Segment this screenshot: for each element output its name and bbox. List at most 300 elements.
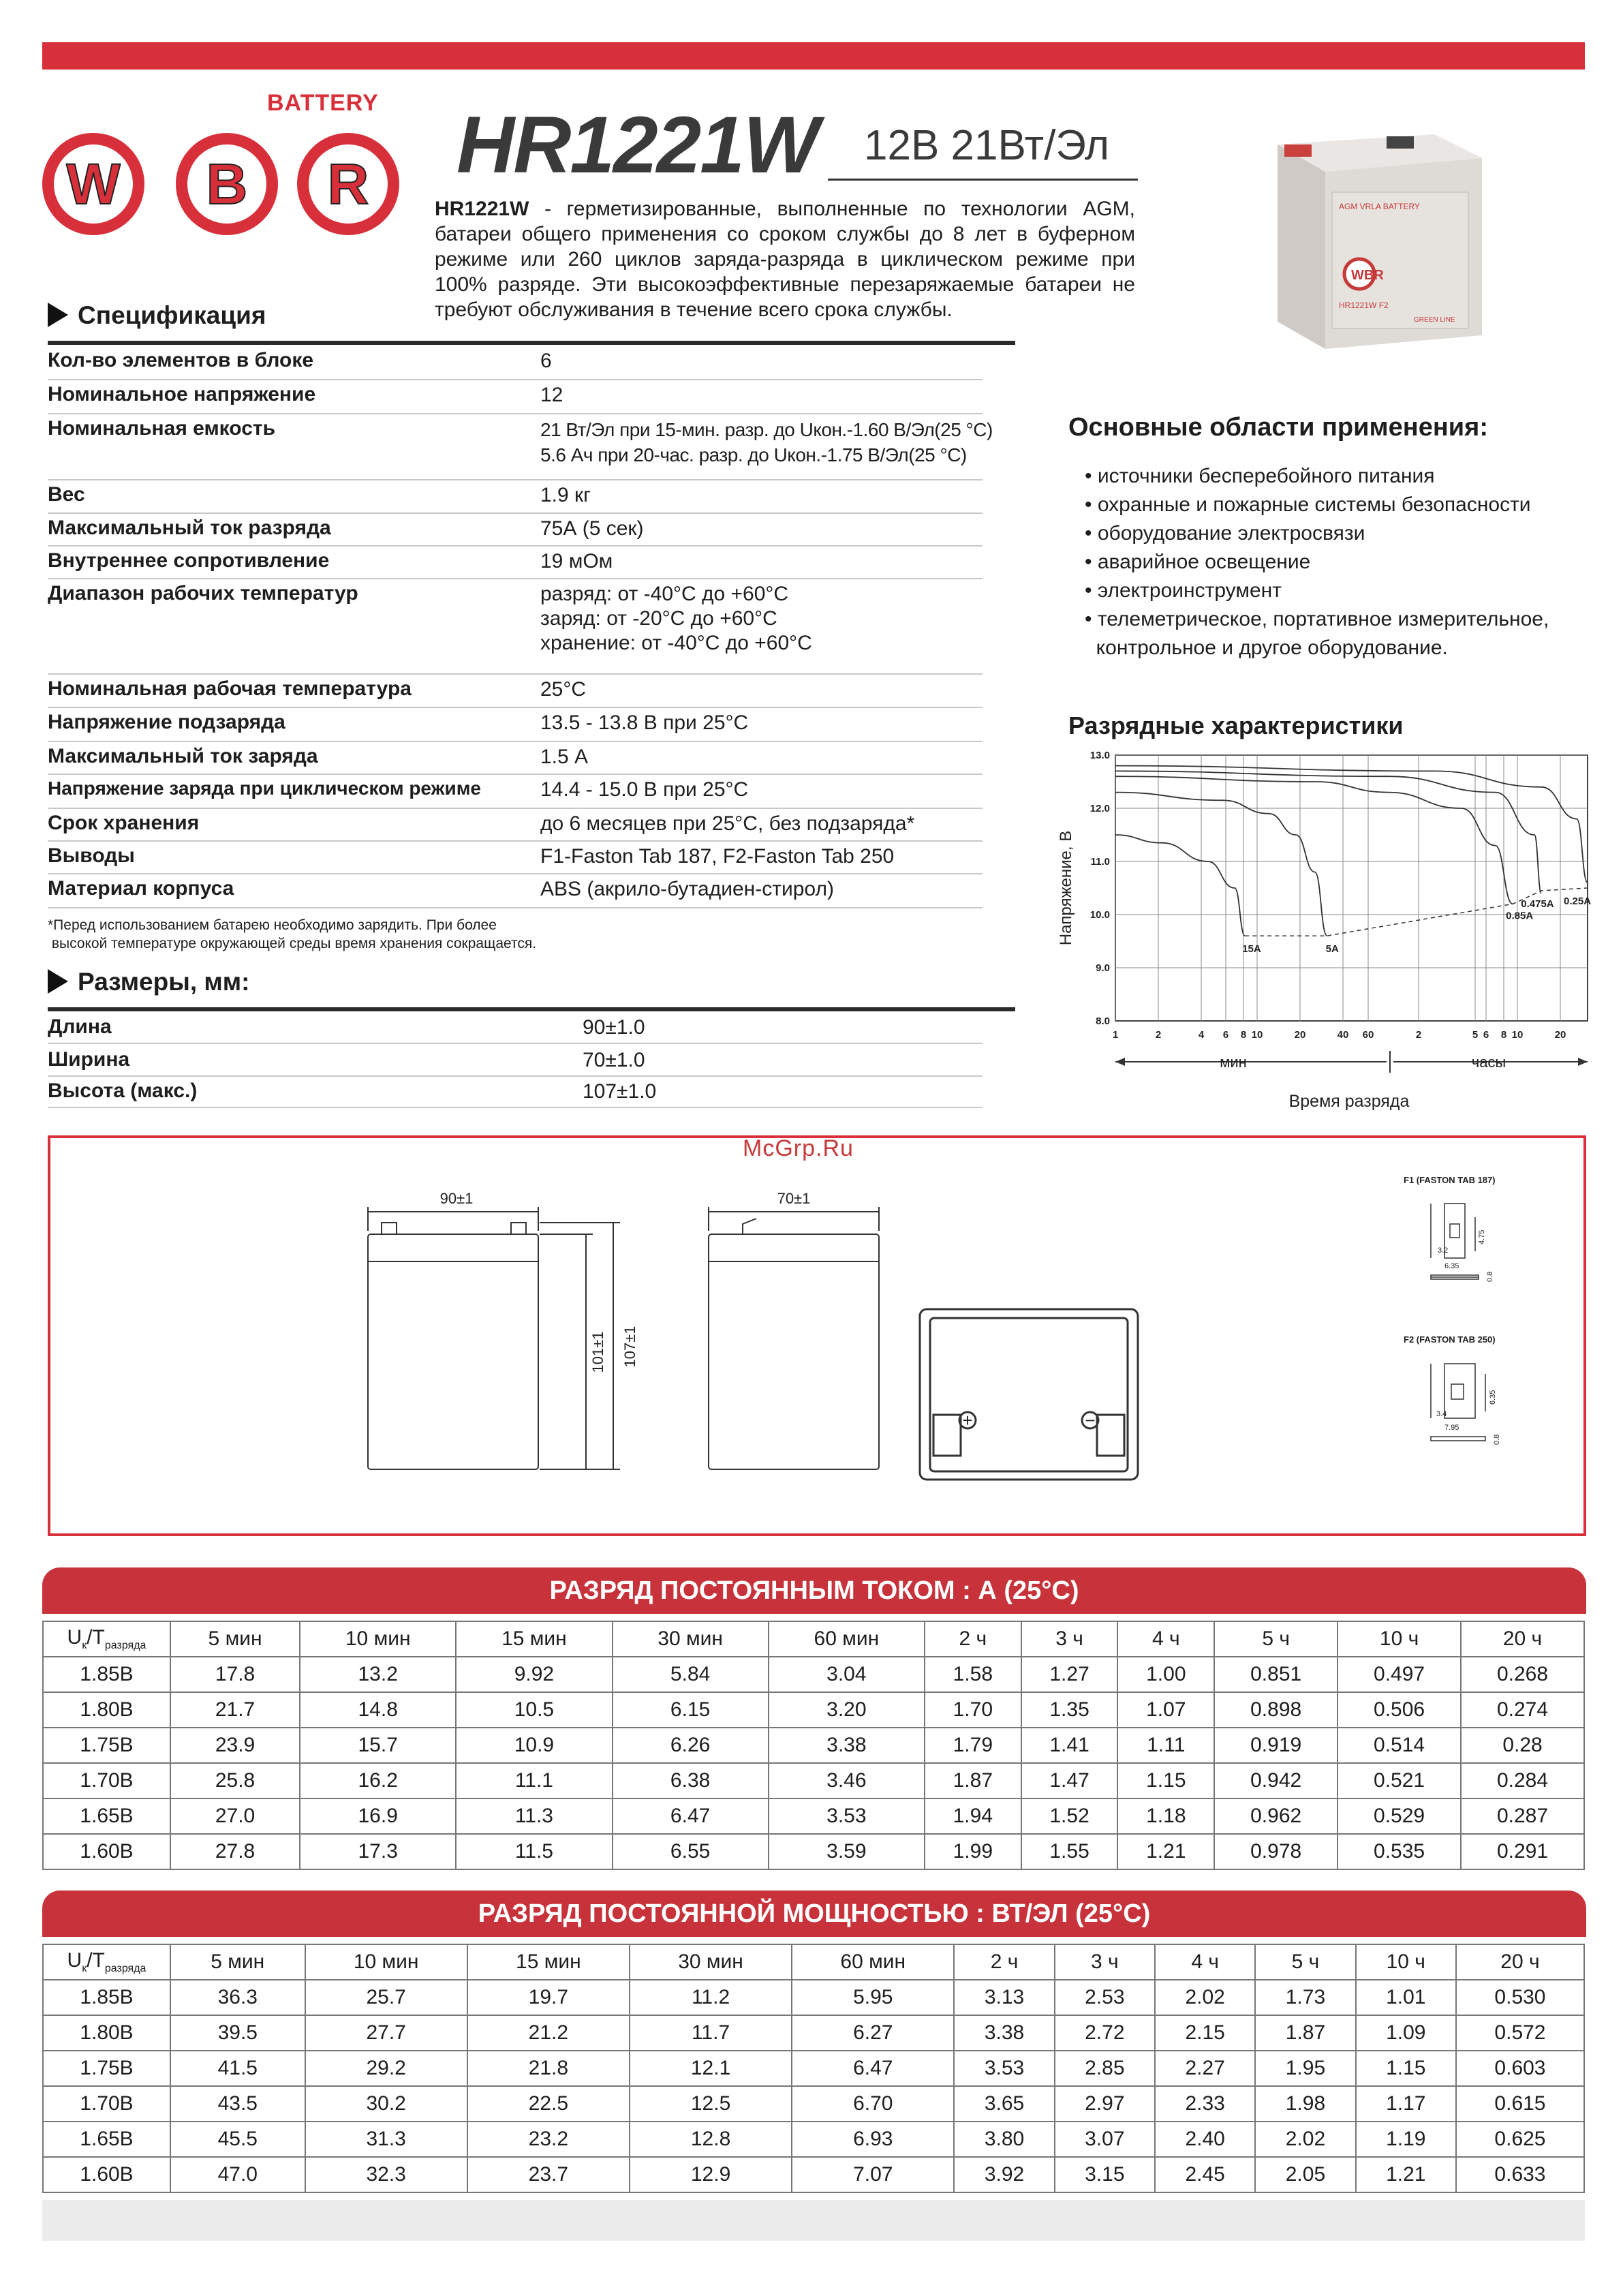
table-cell: 0.506 bbox=[1338, 1692, 1461, 1728]
table-header-cell: 5 мин bbox=[170, 1621, 300, 1657]
chart-x-tick: 10 bbox=[1511, 1029, 1524, 1041]
chart-arrow-right-icon bbox=[1578, 1058, 1588, 1066]
table-cell: 0.898 bbox=[1214, 1692, 1338, 1728]
table-cell: 6.38 bbox=[613, 1763, 769, 1798]
table-row-voltage: 1.60В bbox=[43, 2157, 170, 2192]
table-cell: 12.5 bbox=[630, 2086, 792, 2122]
table-cell: 0.28 bbox=[1461, 1728, 1584, 1763]
table-row-voltage: 1.70В bbox=[43, 2086, 170, 2122]
battery-photo bbox=[1264, 117, 1489, 356]
table-cell: 1.52 bbox=[1021, 1798, 1118, 1834]
table-cell: 0.284 bbox=[1461, 1763, 1584, 1798]
dims-heading-text: Размеры, мм: bbox=[78, 968, 250, 996]
table-cell: 6.26 bbox=[613, 1728, 769, 1763]
intro-body: - герметизированные, выполненные по технологии AGM, батареи общего применения со сроком службы до 8 лет в буферном режиме или 260 циклов заряда-разряда в циклическом режиме при 100% разряде. Эти высокоэффективные перезаряжаемые батареи не требуют обслуживания в течение всего срока службы. bbox=[435, 198, 1135, 321]
table-cell: 19.7 bbox=[467, 1980, 630, 2015]
table-cell: 3.46 bbox=[769, 1763, 925, 1798]
chart-y-label: Напряжение, В bbox=[1057, 830, 1075, 946]
table-cell: 0.962 bbox=[1214, 1798, 1338, 1834]
table-cell: 1.47 bbox=[1021, 1763, 1118, 1798]
table-cell: 1.55 bbox=[1021, 1834, 1118, 1869]
chart-x-tick: 40 bbox=[1337, 1029, 1349, 1041]
apps-list-item: • электроинструмент bbox=[1085, 579, 1282, 602]
table-cell: 1.95 bbox=[1255, 2051, 1355, 2086]
table-cell: 0.603 bbox=[1456, 2051, 1584, 2086]
table-header-cell: 10 ч bbox=[1356, 1944, 1456, 1980]
spec-value: 25°С bbox=[540, 678, 587, 701]
table-cell: 9.92 bbox=[456, 1657, 612, 1692]
dims-value: 90±1.0 bbox=[583, 1016, 645, 1039]
battery-label-tag: GREEN LINE bbox=[1414, 316, 1455, 324]
power-table-title: РАЗРЯД ПОСТОЯННОЙ МОЩНОСТЬЮ : ВТ/ЭЛ (25°С) bbox=[42, 1891, 1586, 1937]
table-cell: 0.530 bbox=[1456, 1980, 1584, 2015]
spec-key: Напряжение подзаряда bbox=[48, 711, 285, 733]
chart-x-tick: 10 bbox=[1251, 1029, 1263, 1041]
table-cell: 2.45 bbox=[1155, 2157, 1255, 2192]
table-cell: 0.521 bbox=[1338, 1763, 1461, 1798]
spec-key: Номинальное напряжение bbox=[48, 383, 316, 405]
section-arrow-icon bbox=[48, 969, 68, 994]
apps-list bbox=[1085, 462, 1549, 662]
table-row bbox=[43, 2051, 1584, 2086]
table-header-cell: 30 мин bbox=[613, 1621, 769, 1657]
spec-value: 75А (5 сек) bbox=[540, 517, 644, 540]
table-cell: 43.5 bbox=[170, 2086, 305, 2122]
table-cell: 3.53 bbox=[954, 2051, 1054, 2086]
table-cell: 1.19 bbox=[1356, 2122, 1456, 2157]
power-table bbox=[42, 1944, 1585, 2193]
chart-series-label: 0.25A bbox=[1564, 896, 1592, 907]
top-bar bbox=[42, 42, 1585, 70]
chart-y-tick: 12.0 bbox=[1089, 803, 1110, 814]
table-row-voltage: 1.75В bbox=[43, 2051, 170, 2086]
intro-text bbox=[435, 196, 1135, 322]
table-cell: 0.572 bbox=[1456, 2015, 1584, 2051]
table-cell: 3.65 bbox=[954, 2086, 1054, 2122]
f1-dim-4: 0.8 bbox=[1486, 1271, 1494, 1282]
table-cell: 29.2 bbox=[305, 2051, 467, 2086]
chart-x-tick: 6 bbox=[1222, 1029, 1229, 1041]
footer-band bbox=[42, 2200, 1585, 2241]
table-header-cell: 15 мин bbox=[456, 1621, 612, 1657]
spec-row bbox=[48, 379, 983, 414]
table-row-voltage: 1.75В bbox=[43, 1728, 170, 1763]
table-cell: 13.2 bbox=[300, 1657, 456, 1692]
chart-x-tick: 8 bbox=[1240, 1029, 1247, 1041]
spec-row bbox=[48, 512, 983, 547]
table-row bbox=[43, 1692, 1584, 1728]
dims-key: Ширина bbox=[48, 1048, 130, 1071]
spec-row bbox=[48, 774, 983, 809]
logo-letter-w: W bbox=[42, 133, 144, 235]
table-cell: 2.85 bbox=[1055, 2051, 1155, 2086]
dims-row bbox=[48, 1044, 983, 1077]
table-cell: 17.3 bbox=[300, 1834, 456, 1869]
spec-key: Внутреннее сопротивление bbox=[48, 549, 330, 572]
spec-heading bbox=[48, 301, 266, 330]
table-cell: 3.04 bbox=[769, 1657, 925, 1692]
table-header-cell: 5 мин bbox=[170, 1944, 305, 1980]
table-cell: 0.268 bbox=[1461, 1657, 1584, 1692]
table-row bbox=[43, 1763, 1584, 1798]
table-cell: 0.851 bbox=[1214, 1657, 1338, 1692]
table-cell: 0.514 bbox=[1338, 1728, 1461, 1763]
table-cell: 27.7 bbox=[305, 2015, 467, 2051]
chart-plot-area bbox=[1115, 755, 1588, 1021]
table-cell: 5.95 bbox=[792, 1980, 954, 2015]
f2-dim-3: 6.35 bbox=[1489, 1390, 1497, 1405]
apps-title: Основные области применения: bbox=[1068, 413, 1488, 442]
table-cell: 27.0 bbox=[170, 1798, 300, 1834]
apps-list-item: контрольное и другое оборудование. bbox=[1085, 637, 1448, 659]
chart-y-tick: 11.0 bbox=[1090, 856, 1110, 868]
table-cell: 0.535 bbox=[1338, 1834, 1461, 1869]
table-cell: 1.94 bbox=[925, 1798, 1021, 1834]
spec-value: 14.4 - 15.0 В при 25°С bbox=[540, 778, 749, 801]
table-cell: 3.13 bbox=[954, 1980, 1054, 2015]
table-cell: 36.3 bbox=[170, 1980, 305, 2015]
table-cell: 1.15 bbox=[1117, 1763, 1214, 1798]
table-cell: 3.59 bbox=[769, 1834, 925, 1869]
f1-label: F1 (FASTON TAB 187) bbox=[1404, 1175, 1496, 1185]
table-cell: 6.47 bbox=[792, 2051, 954, 2086]
table-cell: 3.38 bbox=[954, 2015, 1054, 2051]
table-cell: 1.17 bbox=[1356, 2086, 1456, 2122]
chart-series-label: 5A bbox=[1325, 943, 1339, 955]
chart-hours-label: часы bbox=[1471, 1054, 1506, 1071]
table-cell: 3.20 bbox=[769, 1692, 925, 1728]
table-row-voltage: 1.85В bbox=[43, 1657, 170, 1692]
table-row-voltage: 1.80В bbox=[43, 2015, 170, 2051]
table-cell: 2.53 bbox=[1055, 1980, 1155, 2015]
table-cell: 2.02 bbox=[1255, 2122, 1355, 2157]
dims-row bbox=[48, 1011, 983, 1044]
dims-key: Высота (макс.) bbox=[48, 1080, 198, 1102]
table-cell: 23.2 bbox=[467, 2122, 630, 2157]
table-cell: 1.21 bbox=[1117, 1834, 1214, 1869]
table-row bbox=[43, 2122, 1584, 2157]
table-cell: 41.5 bbox=[170, 2051, 305, 2086]
spec-key: Номинальная рабочая температура bbox=[48, 677, 412, 700]
dims-value: 107±1.0 bbox=[583, 1080, 657, 1103]
table-cell: 6.70 bbox=[792, 2086, 954, 2122]
chart-arrow-left-icon bbox=[1115, 1058, 1125, 1066]
spec-row bbox=[48, 578, 983, 675]
spec-row bbox=[48, 673, 983, 708]
table-cell: 11.2 bbox=[630, 1980, 792, 2015]
chart-x-tick: 6 bbox=[1483, 1029, 1489, 1041]
table-cell: 1.98 bbox=[1255, 2086, 1355, 2122]
table-row-voltage: 1.60В bbox=[43, 1834, 170, 1869]
chart-y-tick: 8.0 bbox=[1096, 1015, 1110, 1027]
table-cell: 1.73 bbox=[1255, 1980, 1355, 2015]
table-cell: 21.8 bbox=[467, 2051, 630, 2086]
spec-key: Напряжение заряда при циклическом режиме bbox=[48, 778, 481, 799]
table-cell: 1.21 bbox=[1356, 2157, 1456, 2192]
table-cell: 1.09 bbox=[1356, 2015, 1456, 2051]
f2-dim-4: 0.8 bbox=[1493, 1434, 1501, 1445]
spec-value: 19 мОм bbox=[540, 550, 613, 572]
f1-dim-1: 3.2 bbox=[1438, 1246, 1449, 1255]
table-cell: 1.41 bbox=[1021, 1728, 1118, 1763]
table-header-cell: 20 ч bbox=[1461, 1621, 1584, 1657]
chart-x-tick: 2 bbox=[1155, 1029, 1162, 1041]
table-cell: 3.92 bbox=[954, 2157, 1054, 2192]
table-cell: 0.274 bbox=[1461, 1692, 1584, 1728]
table-cell: 12.8 bbox=[630, 2122, 792, 2157]
table-cell: 1.11 bbox=[1117, 1728, 1214, 1763]
table-row-voltage: 1.80В bbox=[43, 1692, 170, 1728]
spec-key: Выводы bbox=[48, 844, 135, 867]
table-cell: 47.0 bbox=[170, 2157, 305, 2192]
apps-list-item: • телеметрическое, портативное измерительное, bbox=[1085, 608, 1549, 630]
dim-length: 90±1 bbox=[439, 1190, 474, 1207]
table-cell: 0.615 bbox=[1456, 2086, 1584, 2122]
table-cell: 2.15 bbox=[1155, 2015, 1255, 2051]
table-cell: 25.7 bbox=[305, 1980, 467, 2015]
table-cell: 17.8 bbox=[170, 1657, 300, 1692]
spec-value: ABS (акрило-бутадиен-стирол) bbox=[540, 878, 834, 900]
table-header-cell: 5 ч bbox=[1255, 1944, 1355, 1980]
spec-value: 1.9 кг bbox=[540, 484, 591, 506]
table-header-cell: 10 ч bbox=[1338, 1621, 1461, 1657]
table-row bbox=[43, 1834, 1584, 1869]
model-title: HR1221W bbox=[457, 100, 818, 190]
table-header-u: $U_к/T_{разряда}$ bbox=[43, 1621, 170, 1657]
chart-x-tick: 5 bbox=[1472, 1029, 1479, 1041]
table-row bbox=[43, 2015, 1584, 2051]
table-cell: 10.5 bbox=[456, 1692, 612, 1728]
spec-row bbox=[48, 479, 983, 514]
table-cell: 6.15 bbox=[613, 1692, 769, 1728]
table-cell: 1.58 bbox=[925, 1657, 1021, 1692]
table-cell: 6.93 bbox=[792, 2122, 954, 2157]
dims-value: 70±1.0 bbox=[583, 1049, 645, 1071]
chart-x-tick: 4 bbox=[1198, 1029, 1205, 1041]
table-cell: 12.9 bbox=[630, 2157, 792, 2192]
terminal-minus-icon: − bbox=[1085, 1410, 1096, 1430]
table-header-cell: 4 ч bbox=[1117, 1621, 1214, 1657]
table-cell: 0.633 bbox=[1456, 2157, 1584, 2192]
table-cell: 0.942 bbox=[1214, 1763, 1338, 1798]
table-cell: 7.07 bbox=[792, 2157, 954, 2192]
table-cell: 3.07 bbox=[1055, 2122, 1155, 2157]
table-cell: 23.9 bbox=[170, 1728, 300, 1763]
spec-key: Номинальная емкость bbox=[48, 417, 276, 440]
table-cell: 31.3 bbox=[305, 2122, 467, 2157]
table-cell: 3.80 bbox=[954, 2122, 1054, 2157]
spec-value: 6 bbox=[540, 350, 552, 372]
dims-key: Длина bbox=[48, 1015, 112, 1038]
table-cell: 1.35 bbox=[1021, 1692, 1118, 1728]
chart-series-label: 15A bbox=[1242, 943, 1261, 955]
table-cell: 2.05 bbox=[1255, 2157, 1355, 2192]
dims-row bbox=[48, 1075, 983, 1108]
f1-dim-3: 4.75 bbox=[1478, 1229, 1486, 1244]
table-cell: 1.70 bbox=[925, 1692, 1021, 1728]
table-cell: 14.8 bbox=[300, 1692, 456, 1728]
table-header-cell: 30 мин bbox=[630, 1944, 792, 1980]
chart-x-tick: 8 bbox=[1500, 1029, 1507, 1041]
table-cell: 23.7 bbox=[467, 2157, 630, 2192]
spec-row bbox=[48, 545, 983, 579]
table-header-row bbox=[43, 1944, 1584, 1980]
apps-list-item: • охранные и пожарные системы безопасности bbox=[1085, 493, 1531, 516]
table-cell: 1.27 bbox=[1021, 1657, 1118, 1692]
watermark: McGrp.Ru bbox=[743, 1135, 854, 1161]
f2-label: F2 (FASTON TAB 250) bbox=[1404, 1334, 1496, 1345]
chart-y-tick: 13.0 bbox=[1089, 750, 1110, 761]
table-cell: 1.15 bbox=[1356, 2051, 1456, 2086]
table-row-voltage: 1.70В bbox=[43, 1763, 170, 1798]
table-cell: 1.01 bbox=[1356, 1980, 1456, 2015]
battery-label-model: HR1221W F2 bbox=[1339, 301, 1389, 310]
chart-x-tick: 20 bbox=[1294, 1029, 1306, 1041]
spec-value: разряд: от -40°С до +60°С заряд: от -20°С до +60°С хранение: от -40°С до +60°С bbox=[540, 583, 812, 654]
chart-x-tick: 60 bbox=[1362, 1029, 1374, 1041]
table-cell: 1.99 bbox=[925, 1834, 1021, 1869]
table-cell: 0.978 bbox=[1214, 1834, 1338, 1869]
table-header-cell: 3 ч bbox=[1055, 1944, 1155, 1980]
intro-model: HR1221W bbox=[435, 198, 529, 220]
table-cell: 30.2 bbox=[305, 2086, 467, 2122]
table-cell: 15.7 bbox=[300, 1728, 456, 1763]
table-row-voltage: 1.65В bbox=[43, 2122, 170, 2157]
spec-row bbox=[48, 707, 983, 742]
battery-label-vrla: AGM VRLA BATTERY bbox=[1339, 202, 1420, 211]
chart-x-tick: 1 bbox=[1112, 1029, 1119, 1041]
logo-letter-r: R bbox=[297, 133, 399, 235]
table-cell: 11.1 bbox=[456, 1763, 612, 1798]
spec-row bbox=[48, 873, 983, 908]
table-cell: 27.8 bbox=[170, 1834, 300, 1869]
table-row bbox=[43, 2157, 1584, 2192]
table-cell: 11.7 bbox=[630, 2015, 792, 2051]
table-cell: 11.3 bbox=[456, 1798, 612, 1834]
table-cell: 2.27 bbox=[1155, 2051, 1255, 2086]
table-cell: 2.40 bbox=[1155, 2122, 1255, 2157]
table-cell: 10.9 bbox=[456, 1728, 612, 1763]
current-table bbox=[42, 1621, 1585, 1870]
table-header-cell: 5 ч bbox=[1214, 1621, 1338, 1657]
table-header-cell: 2 ч bbox=[954, 1944, 1054, 1980]
table-cell: 5.84 bbox=[613, 1657, 769, 1692]
spec-row bbox=[48, 840, 983, 874]
spec-value: 1.5 А bbox=[540, 746, 589, 768]
spec-key: Максимальный ток заряда bbox=[48, 745, 318, 767]
table-cell: 22.5 bbox=[467, 2086, 630, 2122]
table-row bbox=[43, 2086, 1584, 2122]
current-table-title: РАЗРЯД ПОСТОЯННЫМ ТОКОМ : А (25°С) bbox=[42, 1567, 1586, 1614]
table-cell: 1.87 bbox=[1255, 2015, 1355, 2051]
table-cell: 1.79 bbox=[925, 1728, 1021, 1763]
f2-dim-2: 7.95 bbox=[1444, 1424, 1459, 1432]
table-cell: 2.02 bbox=[1155, 1980, 1255, 2015]
chart-title: Разрядные характеристики bbox=[1068, 711, 1404, 739]
table-cell: 21.2 bbox=[467, 2015, 630, 2051]
table-cell: 0.497 bbox=[1338, 1657, 1461, 1692]
table-cell: 32.3 bbox=[305, 2157, 467, 2192]
table-row-voltage: 1.85В bbox=[43, 1980, 170, 2015]
chart-y-tick: 9.0 bbox=[1096, 962, 1110, 974]
title-underline bbox=[828, 179, 1138, 181]
table-header-u: $U_к/T_{разряда}$ bbox=[43, 1944, 170, 1980]
table-cell: 3.38 bbox=[769, 1728, 925, 1763]
table-cell: 45.5 bbox=[170, 2122, 305, 2157]
spec-key: Кол-во элементов в блоке bbox=[48, 349, 314, 371]
discharge-chart bbox=[1008, 743, 1594, 1124]
table-cell: 1.18 bbox=[1117, 1798, 1214, 1834]
battery-label-brand: WBR bbox=[1351, 268, 1384, 283]
f1-dim-2: 6.35 bbox=[1444, 1262, 1459, 1270]
spec-key: Максимальный ток разряда bbox=[48, 517, 331, 539]
table-cell: 0.287 bbox=[1461, 1798, 1584, 1834]
table-cell: 3.53 bbox=[769, 1798, 925, 1834]
spec-row bbox=[48, 345, 983, 380]
table-header-cell: 2 ч bbox=[925, 1621, 1021, 1657]
spec-value: F1-Faston Tab 187, F2-Faston Tab 250 bbox=[540, 845, 895, 868]
table-header-cell: 20 ч bbox=[1456, 1944, 1584, 1980]
table-cell: 39.5 bbox=[170, 2015, 305, 2051]
table-cell: 11.5 bbox=[456, 1834, 612, 1869]
dims-heading bbox=[48, 968, 249, 996]
table-header-cell: 3 ч bbox=[1021, 1621, 1118, 1657]
apps-list-item: • источники бесперебойного питания bbox=[1085, 465, 1435, 487]
table-row bbox=[43, 1657, 1584, 1692]
table-cell: 0.919 bbox=[1214, 1728, 1338, 1763]
chart-x-tick: 20 bbox=[1554, 1029, 1566, 1041]
spec-value: 13.5 - 13.8 В при 25°С bbox=[540, 711, 749, 734]
table-cell: 16.2 bbox=[300, 1763, 456, 1798]
terminal-plus-icon: + bbox=[962, 1410, 973, 1430]
dim-height-2: 107±1 bbox=[621, 1326, 638, 1368]
logo-battery-label: BATTERY bbox=[267, 90, 379, 116]
table-cell: 0.529 bbox=[1338, 1798, 1461, 1834]
table-cell: 25.8 bbox=[170, 1763, 300, 1798]
table-header-row bbox=[43, 1621, 1584, 1657]
table-cell: 6.47 bbox=[613, 1798, 769, 1834]
table-header-cell: 60 мин bbox=[792, 1944, 954, 1980]
table-header-cell: 10 мин bbox=[300, 1621, 456, 1657]
spec-value: до 6 месяцев при 25°С, без подзаряда* bbox=[540, 812, 915, 835]
spec-row bbox=[48, 413, 993, 480]
spec-key: Диапазон рабочих температур bbox=[48, 582, 358, 604]
chart-y-tick: 10.0 bbox=[1089, 909, 1110, 921]
table-cell: 0.625 bbox=[1456, 2122, 1584, 2157]
table-cell: 2.97 bbox=[1055, 2086, 1155, 2122]
spec-key: Срок хранения bbox=[48, 812, 200, 834]
table-header-cell: 10 мин bbox=[305, 1944, 467, 1980]
table-header-cell: 4 ч bbox=[1155, 1944, 1255, 1980]
table-cell: 16.9 bbox=[300, 1798, 456, 1834]
table-cell: 1.87 bbox=[925, 1763, 1021, 1798]
table-cell: 1.00 bbox=[1117, 1657, 1214, 1692]
spec-value: 21 Вт/Эл при 15-мин. разр. до Uкон.-1.60 В/Эл(25 °С) 5.6 Ач при 20-час. разр. до Uкон.-1.75 В/Эл(25 °С) bbox=[540, 419, 993, 465]
apps-list-item: • оборудование электросвязи bbox=[1085, 522, 1365, 545]
chart-minutes-label: мин bbox=[1220, 1054, 1247, 1071]
spec-value: 12 bbox=[540, 384, 563, 406]
table-header-cell: 60 мин bbox=[769, 1621, 925, 1657]
table-cell: 6.55 bbox=[613, 1834, 769, 1869]
table-cell: 2.72 bbox=[1055, 2015, 1155, 2051]
table-row bbox=[43, 1980, 1584, 2015]
table-row bbox=[43, 1728, 1584, 1763]
dimension-drawing bbox=[48, 1135, 1586, 1536]
table-row bbox=[43, 1798, 1584, 1834]
table-row-voltage: 1.65В bbox=[43, 1798, 170, 1834]
table-header-cell: 15 мин bbox=[467, 1944, 630, 1980]
spec-row bbox=[48, 741, 983, 775]
